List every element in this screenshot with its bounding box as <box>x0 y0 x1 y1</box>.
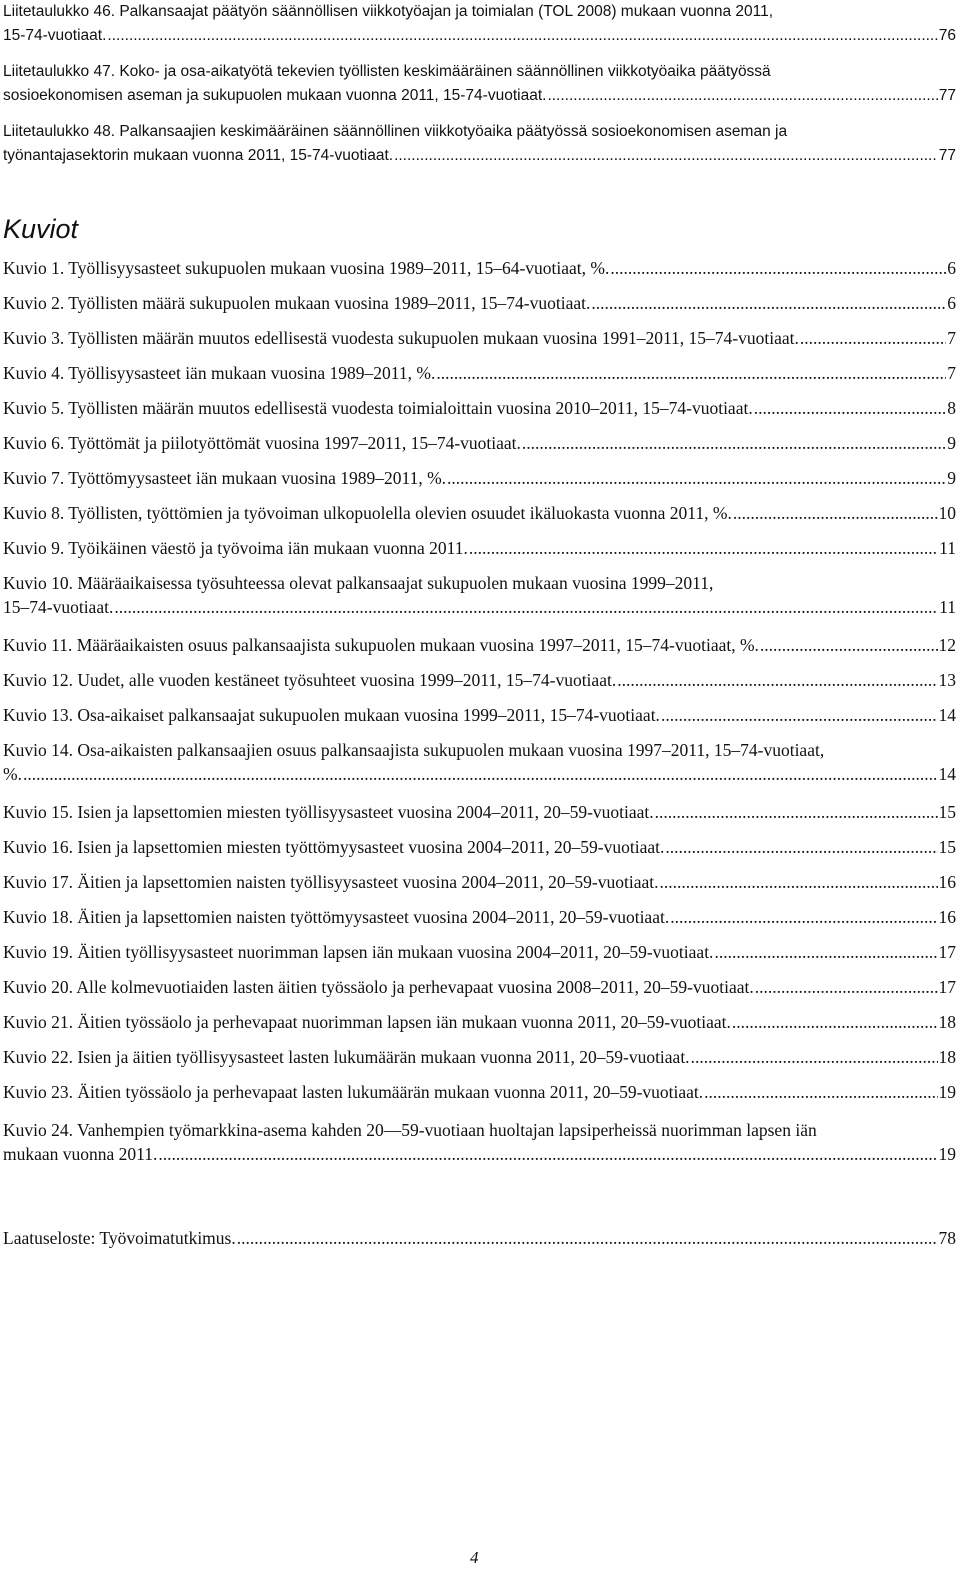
entry-title-line: Kuvio 18. Äitien ja lapsettomien naisten työttömyysasteet vuosina 2004–2011, 20–59-vuotiaat. <box>3 907 670 927</box>
entry-page-number: 14 <box>938 705 956 725</box>
figure-entry[interactable] <box>3 326 956 350</box>
entry-title-line: Kuvio 19. Äitien työllisyysasteet nuorimman lapsen iän mukaan vuosina 2004–2011, 20–59-vuotiaat. <box>3 942 714 962</box>
dot-leader <box>704 1080 937 1104</box>
dot-leader <box>655 800 938 824</box>
entry-title-line: Kuvio 23. Äitien työssäolo ja perhevapaat lasten lukumäärän mukaan vuonna 2011, 20–59-vuotiaat. <box>3 1082 704 1102</box>
dot-leader <box>617 668 937 692</box>
entry-title-line: Kuvio 2. Työllisten määrä sukupuolen mukaan vuosina 1989–2011, 15–74-vuotiaat. <box>3 293 591 313</box>
figure-entry[interactable] <box>3 256 956 280</box>
entry-title-line: Kuvio 1. Työllisyysasteet sukupuolen mukaan vuosina 1989–2011, 15–64-vuotiaat, %. <box>3 258 610 278</box>
entry-page-number: 16 <box>938 872 956 892</box>
entry-page-number: 17 <box>938 942 956 962</box>
figure-entry[interactable] <box>3 1080 956 1104</box>
figure-entry[interactable] <box>3 1045 956 1069</box>
entry-title-line: Kuvio 14. Osa-aikaisten palkansaajien osuus palkansaajista sukupuolen mukaan vuosina 1997–2011, 15–74-vuotiaat, <box>3 740 825 760</box>
appendix-table-entry[interactable] <box>3 60 956 108</box>
dot-leader <box>660 870 938 894</box>
entry-title-line: Kuvio 15. Isien ja lapsettomien miesten työllisyysasteet vuosina 2004–2011, 20–59-vuotiaat. <box>3 802 654 822</box>
figure-entry[interactable] <box>3 633 956 657</box>
figure-entry[interactable] <box>3 940 956 964</box>
entry-title-line: 15-74-vuotiaat. <box>3 27 107 44</box>
entry-page-number: 10 <box>938 503 956 523</box>
entry-title-line: Kuvio 13. Osa-aikaiset palkansaajat sukupuolen mukaan vuosina 1999–2011, 15–74-vuotiaat. <box>3 705 660 725</box>
entry-title-line: Kuvio 22. Isien ja äitien työllisyysasteet lasten lukumäärän mukaan vuonna 2011, 20–59-vuotiaat. <box>3 1047 690 1067</box>
entry-title-line: mukaan vuonna 2011. <box>3 1144 158 1164</box>
entry-page-number: 9 <box>947 433 956 453</box>
figure-entry[interactable] <box>3 668 956 692</box>
section-heading-kuviot: Kuviot <box>3 214 79 244</box>
figure-entry[interactable] <box>3 800 956 824</box>
figure-entry[interactable] <box>3 571 956 619</box>
entry-page-number: 13 <box>938 670 956 690</box>
dot-leader <box>670 905 937 929</box>
entry-title-line: Kuvio 24. Vanhempien työmarkkina-asema kahden 20—59-vuotiaan huoltajan lapsiperheissä nuorimman lapsen iän <box>3 1120 817 1140</box>
entry-title-line: Kuvio 20. Alle kolmevuotiaiden lasten äitien työssäolo ja perhevapaat vuosina 2008–2011, 20–59-vuotiaat. <box>3 977 754 997</box>
entry-page-number: 15 <box>938 837 956 857</box>
entry-title-line: Kuvio 10. Määräaikaisessa työsuhteessa olevat palkansaajat sukupuolen mukaan vuosina 1999–2011, <box>3 573 714 593</box>
entry-page-number: 7 <box>947 363 956 383</box>
entry-page-number: 12 <box>938 635 956 655</box>
entry-page-number: 8 <box>947 398 956 418</box>
dot-leader <box>522 431 946 455</box>
entry-title-line: Kuvio 6. Työttömät ja piilotyöttömät vuosina 1997–2011, 15–74-vuotiaat. <box>3 433 521 453</box>
dot-leader <box>755 975 938 999</box>
dot-leader <box>800 326 946 350</box>
entry-page-number: 19 <box>938 1144 956 1164</box>
appendix-table-entry[interactable] <box>3 120 956 168</box>
entry-title-line: Kuvio 17. Äitien ja lapsettomien naisten työllisyysasteet vuosina 2004–2011, 20–59-vuotiaat. <box>3 872 659 892</box>
entry-title-line: Kuvio 5. Työllisten määrän muutos edellisestä vuodesta toimialoittain vuosina 2010–2011, 15–74-vuotiaat. <box>3 398 753 418</box>
entry-title-line: Kuvio 12. Uudet, alle vuoden kestäneet työsuhteet vuosina 1999–2011, 15–74-vuotiaat. <box>3 670 617 690</box>
entry-title-line: Kuvio 9. Työikäinen väestö ja työvoima iän mukaan vuonna 2011. <box>3 538 468 558</box>
figure-entry[interactable] <box>3 703 956 727</box>
dot-leader <box>665 835 937 859</box>
quality-report-entry[interactable] <box>3 1226 956 1250</box>
dot-leader <box>469 536 938 560</box>
dot-leader <box>394 144 938 168</box>
figure-entry[interactable] <box>3 738 956 786</box>
entry-page-number: 14 <box>938 764 956 784</box>
figure-entry[interactable] <box>3 291 956 315</box>
entry-page-number: 76 <box>938 27 956 44</box>
dot-leader <box>733 501 938 525</box>
entry-title-line: Liitetaulukko 47. Koko- ja osa-aikatyötä tekevien työllisten keskimääräinen säännöllinen viikkotyöaika päätyössä <box>3 63 771 80</box>
entry-page-number: 6 <box>947 258 956 278</box>
dot-leader <box>691 1045 938 1069</box>
entry-title-line: Kuvio 3. Työllisten määrän muutos edellisestä vuodesta sukupuolen mukaan vuosina 1991–2011, 15–74-vuotiaat. <box>3 328 799 348</box>
entry-title-line: Kuvio 8. Työllisten, työttömien ja työvoiman ulkopuolella olevien osuudet ikäluokasta vuonna 2011, %. <box>3 503 732 523</box>
entry-page-number: 77 <box>938 147 956 164</box>
entry-page-number: 9 <box>947 468 956 488</box>
entry-title-line: Kuvio 21. Äitien työssäolo ja perhevapaat nuorimman lapsen iän mukaan vuonna 2011, 20–59-vuotiaat. <box>3 1012 731 1032</box>
figure-entry[interactable] <box>3 501 956 525</box>
entry-title-line: työnantajasektorin mukaan vuonna 2011, 15-74-vuotiaat. <box>3 147 394 164</box>
figure-entry[interactable] <box>3 466 956 490</box>
entry-page-number: 17 <box>938 977 956 997</box>
dot-leader <box>107 24 937 48</box>
entry-title-line: Kuvio 7. Työttömyysasteet iän mukaan vuosina 1989–2011, %. <box>3 468 447 488</box>
dot-leader <box>760 633 938 657</box>
entry-title-line: Liitetaulukko 46. Palkansaajat päätyön säännöllisen viikkotyöajan ja toimialan (TOL 2008) mukaan vuonna 2011, <box>3 3 774 20</box>
entry-title-line: sosioekonomisen aseman ja sukupuolen mukaan vuonna 2011, 15-74-vuotiaat. <box>3 87 547 104</box>
entry-page-number: 77 <box>938 87 956 104</box>
dot-leader <box>237 1226 938 1250</box>
dot-leader <box>436 361 946 385</box>
appendix-table-entry[interactable] <box>3 0 956 48</box>
dot-leader <box>610 256 946 280</box>
entry-page-number: 11 <box>939 538 956 558</box>
dot-leader <box>732 1010 938 1034</box>
entry-title-line: 15–74-vuotiaat. <box>3 597 114 617</box>
figure-entry[interactable] <box>3 905 956 929</box>
figure-entry[interactable] <box>3 1118 956 1166</box>
figure-entry[interactable] <box>3 536 956 560</box>
entry-title-line: Laatuseloste: Työvoimatutkimus. <box>3 1228 236 1248</box>
entry-page-number: 6 <box>947 293 956 313</box>
dot-leader <box>714 940 937 964</box>
entry-title-line: Kuvio 11. Määräaikaisten osuus palkansaajista sukupuolen mukaan vuosina 1997–2011, 15–74-vuotiaat, %. <box>3 635 759 655</box>
dot-leader <box>158 1142 937 1166</box>
page-number: 4 <box>470 1548 479 1567</box>
dot-leader <box>661 703 938 727</box>
dot-leader <box>23 762 938 786</box>
figure-entry[interactable] <box>3 835 956 859</box>
figure-entry[interactable] <box>3 361 956 385</box>
figure-entry[interactable] <box>3 1010 956 1034</box>
dot-leader <box>447 466 946 490</box>
dot-leader <box>114 595 938 619</box>
figure-entry[interactable] <box>3 431 956 455</box>
entry-page-number: 11 <box>939 597 956 617</box>
entry-page-number: 16 <box>938 907 956 927</box>
entry-page-number: 7 <box>947 328 956 348</box>
entry-title-line: Liitetaulukko 48. Palkansaajien keskimääräinen säännöllinen viikkotyöaika päätyössä sosioekonomisen aseman ja <box>3 123 788 140</box>
entry-title-line: Kuvio 16. Isien ja lapsettomien miesten työttömyysasteet vuosina 2004–2011, 20–59-vuotiaat. <box>3 837 665 857</box>
dot-leader <box>754 396 947 420</box>
dot-leader <box>547 84 937 108</box>
figure-entry[interactable] <box>3 870 956 894</box>
figure-entry[interactable] <box>3 975 956 999</box>
entry-title-line: %. <box>3 764 22 784</box>
entry-page-number: 18 <box>938 1012 956 1032</box>
dot-leader <box>591 291 946 315</box>
entry-title-line: Kuvio 4. Työllisyysasteet iän mukaan vuosina 1989–2011, %. <box>3 363 436 383</box>
entry-page-number: 19 <box>938 1082 956 1102</box>
entry-page-number: 15 <box>938 802 956 822</box>
entry-page-number: 18 <box>938 1047 956 1067</box>
figure-entry[interactable] <box>3 396 956 420</box>
entry-page-number: 78 <box>938 1228 956 1248</box>
